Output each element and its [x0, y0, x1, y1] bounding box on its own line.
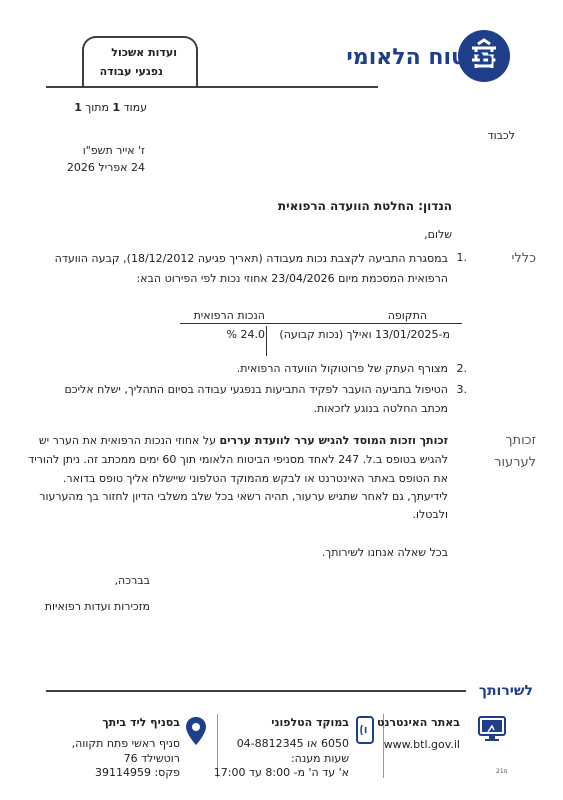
page-indicator: עמוד 1 מתוך 1 [74, 101, 147, 114]
table-header-disability: הנכות הרפואית [193, 309, 265, 322]
rights-line-2: להגיש בטופס ב.ל. 247 לאחד מסניפי הביטוח הלאומי תוך 60 ימים ממכתב זה. ניתן להוריד [28, 453, 448, 466]
rights-line-3: את הטופס באתר האינטרנט או לבקש מהמוקד הטלפוני שיישלח אליך טופס בדואר. [62, 472, 448, 485]
footer-small-mark: 21ס [496, 768, 508, 775]
regards: בברכה, [114, 574, 150, 587]
closing-line: בכל שאלה אנחנו לשירותך. [321, 546, 448, 559]
item-3-number: 3. [456, 383, 467, 396]
item-1-number: 1. [456, 251, 467, 264]
phone-icon [356, 716, 374, 748]
header-rule [46, 86, 378, 88]
footer-rule [46, 690, 466, 692]
footer-phone-hours-label: שעות מענה: [290, 752, 349, 765]
table-rule [180, 323, 462, 324]
department-tab [82, 36, 198, 88]
footer-internet-title: באתר האינטרנט [376, 716, 460, 729]
brand-name: הביטוח הלאומי [346, 45, 501, 70]
footer-phone-numbers: 6050 או 04-8812345 [236, 737, 349, 750]
table-header-period: התקופה [387, 309, 427, 322]
side-heading-general: כללי [511, 251, 536, 266]
greeting: שלום, [424, 228, 452, 241]
table-divider [266, 326, 267, 356]
signature: מזכירות ועדות רפואיות [44, 600, 150, 613]
rights-line-1: זכותך וזכות המוסד להגיש ערר לוועדת עררים על אחוזי הנכות הרפואית את הערר יש [38, 434, 448, 447]
item-1-line-2: הרפואית המסכמת מיום 23/04/2026 אחוזי נכות לפי הפירוט הבא: [136, 272, 448, 285]
footer-branch-line-2: רוטשילד 76 [123, 752, 180, 765]
side-heading-rights-1: זכותך [505, 433, 536, 448]
rights-line-5: ולבטלו. [412, 508, 448, 521]
table-cell-period: מ-13/01/2025 ואילך (נכות קבועה) [279, 328, 450, 341]
rights-line-4: לידיעתך, גם לאחר שתגיש ערעור, תהיה רשאי בכל שלב משלבי הדיון לחזור בך מהערעור [39, 490, 448, 503]
item-2-number: 2. [456, 362, 467, 375]
footer-internet-url[interactable]: www.btl.gov.il [383, 738, 460, 751]
item-1-line-1: במסגרת התביעה לקצבת נכות מעבודה (תאריך פגיעה 18/12/2012), קבעה הוועדה [54, 252, 448, 265]
monitor-icon [478, 716, 506, 746]
department-line-2: נפגעי עבודה [99, 65, 163, 78]
footer-branch-fax: פקס: 39114959 [94, 766, 180, 779]
table-cell-disability: 24.0 % [226, 328, 265, 341]
date-hebrew: ז' אייר תשפ"ו [82, 144, 145, 157]
item-3-line-2: מכתב החלטה בנוגע לזכאות. [313, 402, 448, 415]
side-heading-rights-2: לערעור [494, 455, 536, 470]
department-line-1: ועדות אשכול [111, 46, 177, 59]
footer-branch-title: בסניף ליד ביתך [102, 716, 180, 729]
footer-title: לשירותך [478, 683, 533, 699]
footer-branch-line-1: סניף ראשי פתח תקווה, [71, 737, 180, 750]
footer-phone-title: במוקד הטלפוני [271, 716, 349, 729]
date-gregorian: 24 אפריל 2026 [66, 161, 145, 174]
location-pin-icon [185, 716, 207, 750]
footer-phone-hours: א' עד ה' מ- 8:00 עד 17:00 [213, 766, 349, 779]
letter-subject: הנדון: החלטת הוועדה הרפואית [277, 199, 452, 213]
item-3-line-1: הטיפול בתביעה הועבר לפקיד התביעות בנפגעי עבודה בסיום התהליך, ישלח אליכם [64, 383, 448, 396]
recipient-label: לכבוד [487, 129, 515, 142]
item-2-text: מצורף העתק של פרוטוקול הוועדה הרפואית. [236, 362, 448, 375]
